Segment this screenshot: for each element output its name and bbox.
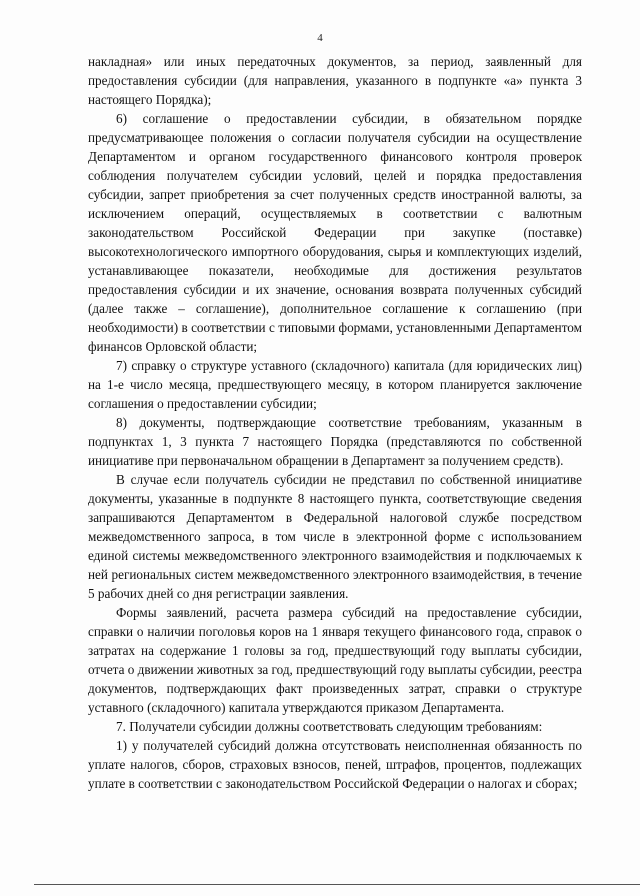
page-number: 4 — [317, 32, 323, 44]
paragraph-item-7: 7) справку о структуре уставного (складочного) капитала (для юридических лиц) на 1-е число месяца, предшествующего месяцу, в котором планируется заключение соглашения о предоставлении субсидии; — [88, 358, 582, 411]
paragraph-interagency-request: В случае если получатель субсидии не представил по собственной инициативе документы, указанные в подпункте 8 настоящего пункта, соответствующие сведения запрашиваются Департаментом в Федеральной налоговой службе посредством межведомственного запроса, в том числе в электронной форме с использованием единой системы межведомственного электронного взаимодействия и подключаемых к ней региональных систем межведомственного электронного взаимодействия, в течение 5 рабочих дней со дня регистрации заявления. — [88, 472, 582, 601]
paragraph-forms: Формы заявлений, расчета размера субсидий на предоставление субсидии, справки о наличии поголовья коров на 1 января текущего финансового года, справок о затратах на содержание 1 головы за год, предшествующий году выплаты субсидии, отчета о движении животных за год, предшествующий году выплаты субсидии, реестра документов, подтверждающих факт произведенных затрат, справки о структуре уставного (складочного) капитала утверждаются приказом Департамента. — [88, 605, 582, 715]
scan-edge-line — [34, 884, 640, 885]
paragraph-requirement-1: 1) у получателей субсидий должна отсутствовать неисполненная обязанность по уплате налогов, сборов, страховых взносов, пеней, штрафов, процентов, подлежащих уплате в соответствии с законодательством Российской Федерации о налогах и сборах; — [88, 738, 582, 791]
paragraph-item-6: 6) соглашение о предоставлении субсидии, в обязательном порядке предусматривающее положения о согласии получателя субсидии на осуществление Департаментом и органом государственного финансового контроля проверок соблюдения получателем субсидии условий, целей и порядка предоставления субсидии, запрет приобретения за счет полученных средств иностранной валюты, за исключением операций, осуществляемых в соответствии с валютным законодательством Российской Федерации при закупке (поставке) высокотехнологического импортного оборудования, сырья и комплектующих изделий, устанавливающее показатели, необходимые для достижения результатов предоставления субсидии и их значение, основания возврата полученных субсидий (далее также – соглашение), дополнительное соглашение к соглашению (при необходимости) в соответствии с типовыми формами, установленными Департаментом финансов Орловской области; — [88, 111, 582, 354]
paragraph-section-7: 7. Получатели субсидии должны соответствовать следующим требованиям: — [116, 719, 543, 734]
paragraph-item-8: 8) документы, подтверждающие соответствие требованиям, указанным в подпунктах 1, 3 пункта 7 настоящего Порядка (представляются по собственной инициативе при первоначальном обращении в Департамент за получением средств). — [88, 415, 582, 468]
document-body — [88, 52, 582, 793]
paragraph-continuation: накладная» или иных передаточных документов, за период, заявленный для предоставления субсидии (для направления, указанного в подпункте «а» пункта 3 настоящего Порядка); — [88, 54, 582, 107]
